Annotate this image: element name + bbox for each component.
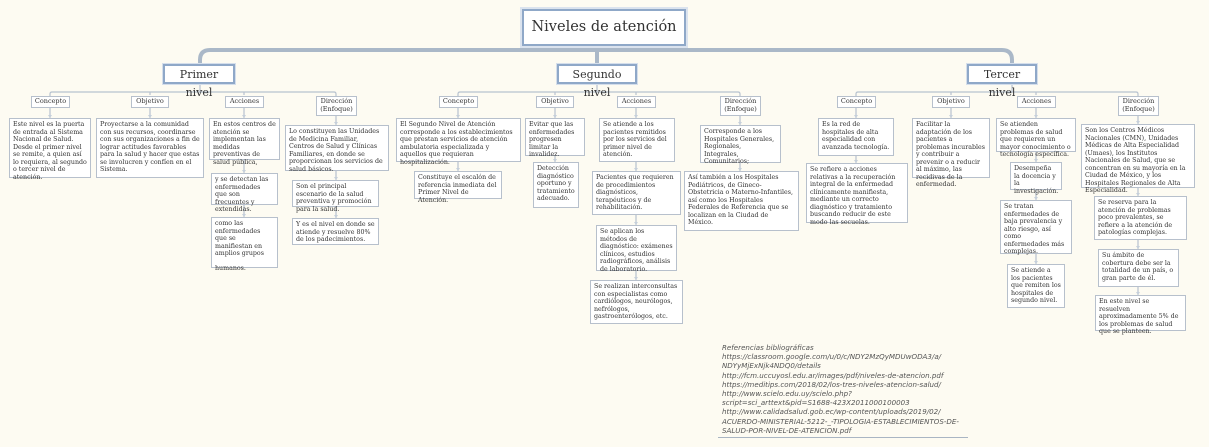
reference-line[interactable]: http://fcm.uccuyosl.edu.ar/images/pdf/niveles-de-atencion.pdf: [722, 370, 944, 380]
objetivo-tercer-1: Facilitar la adaptación de los pacientes a problemas incurables y contribuir a prevenir o a reducir al máximo, las recidivas de la enfermedad.: [912, 118, 990, 178]
objetivo-primer-1: Proyectarse a la comunidad con sus recursos, coordinarse con sus organizaciones a fin de lograr actitudes favorables para la salud y hacer que estas se involucren y confíen en el Sistema.: [96, 118, 204, 178]
direccion-primer-2: Son el principal escenario de la salud preventiva y promoción para la salud.: [292, 180, 379, 207]
reference-line[interactable]: https://meditips.com/2018/02/los-tres-niveles-atencion-salud/: [722, 379, 941, 389]
label-concepto-primer: Concepto: [31, 96, 70, 108]
label-objetivo-tercer: Objetivo: [932, 96, 970, 108]
reference-line[interactable]: SALUD-POR-NIVEL-DE-ATENCION.pdf: [722, 425, 852, 435]
direccion-tercer-4: En este nivel se resuelven aproximadamente 5% de los problemas de salud que se planteen.: [1095, 295, 1186, 331]
reference-line[interactable]: http://www.scielo.edu.uy/scielo.php?: [722, 389, 852, 399]
label-direccion-primer: Dirección (Enfoque): [316, 96, 357, 116]
references: [722, 343, 970, 435]
direccion-primer-1: Lo constituyen las Unidades de Medicina Familiar, Centros de Salud y Clínicas Familiares, en donde se proporcionan los servicios de salud básicos.: [285, 125, 389, 171]
level-tercer-nivel: Tercer nivel: [967, 64, 1037, 84]
label-acciones-segundo: Acciones: [617, 96, 656, 108]
acciones-primer-1: En estos centros de atención se implementan las medidas preventivas de salud pública,: [209, 118, 280, 160]
acciones-segundo-4: Se realizan interconsultas con especialistas como cardiólogos, neurólogos, nefrólogos, gastroenterólogos, etc.: [590, 280, 683, 324]
objetivo-segundo-1: Evitar que las enfermedades progresen limitar la invalidez.: [525, 118, 585, 156]
label-concepto-tercer: Concepto: [837, 96, 876, 108]
label-acciones-tercer: Acciones: [1017, 96, 1056, 108]
label-acciones-primer: Acciones: [225, 96, 264, 108]
reference-line[interactable]: http://www.calidadsalud.gob.ec/wp-content/uploads/2019/02/: [722, 407, 941, 417]
references-heading: Referencias bibliográficas: [722, 343, 814, 352]
level-primer-nivel: Primer nivel: [163, 64, 235, 84]
references-underline: [718, 437, 968, 438]
acciones-tercer-3: Se tratan enfermedades de baja prevalencia y alto riesgo, así como enfermedades más complejas.: [1000, 200, 1072, 254]
concepto-tercer-1: Es la red de hospitales de alta especialidad con avanzada tecnología.: [818, 118, 894, 156]
concepto-primer-1: Este nivel es la puerta de entrada al Sistema Nacional de Salud. Desde el primer nivel se remite, a quien así lo requiera, al segundo o tercer nivel de atención.: [9, 118, 91, 178]
acciones-segundo-1: Se atiende a los pacientes remitidos por los servicios del primer nivel de atención.: [599, 118, 675, 162]
reference-line[interactable]: NDYyMjExNjk4NDQ0/details: [722, 361, 821, 371]
label-concepto-segundo: Concepto: [439, 96, 478, 108]
direccion-segundo-2: Así también a los Hospitales Pediátricos, de Gineco-Obstetricia o Materno-Infantiles, así como los Hospitales Federales de Referencia que se localizan en la Ciudad de México.: [684, 171, 799, 231]
label-direccion-segundo: Dirección (Enfoque): [720, 96, 761, 116]
acciones-primer-2: y se detectan las enfermedades que son frecuentes y extendidas.: [211, 173, 278, 205]
concepto-segundo-2: Constituye el escalón de referencia inmediata del Primer Nivel de Atención.: [414, 171, 502, 199]
concepto-segundo-1: El Segundo Nivel de Atención corresponde a los establecimientos que prestan servicios de atención ambulatoria especializada y aquellos que requieran hospitalización.: [396, 118, 521, 162]
label-direccion-tercer: Dirección (Enfoque): [1118, 96, 1159, 116]
direccion-tercer-2: Se reserva para la atención de problemas poco prevalentes, se refiere a la atención de patologías complejas.: [1094, 196, 1187, 240]
page-title: Niveles de atención: [522, 9, 686, 46]
acciones-segundo-3: Se aplican los métodos de diagnóstico: exámenes clínicos, estudios radiográficos, análisis de laboratorio.: [596, 225, 677, 271]
concepto-tercer-2: Se refiere a acciones relativas a la recuperación integral de la enfermedad clínicamente manifiesta, mediante un correcto diagnóstico y tratamiento buscando reducir de este modo las secuelas.: [806, 163, 908, 223]
reference-line[interactable]: ACUERDO-MINISTERIAL-5212-_-TIPOLOGIA-ESTABLECIMIENTOS-DE-: [722, 416, 959, 426]
direccion-tercer-1: Son los Centros Médicos Nacionales (CMN), Unidades Médicas de Alta Especialidad (Umaes), los Institutos Nacionales de Salud, que se concentran en su mayoría en la Ciudad de México, y los Hospitales Regionales de Alta Especialidad.: [1081, 124, 1195, 188]
acciones-segundo-2: Pacientes que requieren de procedimientos diagnósticos, terapéuticos y de rehabilitación.: [592, 171, 681, 215]
reference-line[interactable]: script=sci_arttext&pid=S1688-423X2011000100003: [722, 398, 910, 408]
direccion-segundo-1: Corresponde a los Hospitales Generales, Regionales, Integrales, Comunitarios;: [700, 125, 781, 163]
label-objetivo-primer: Objetivo: [131, 96, 169, 108]
direccion-primer-3: Y es el nivel en donde se atiende y resuelve 80% de los padecimientos.: [292, 218, 379, 245]
label-objetivo-segundo: Objetivo: [536, 96, 574, 108]
reference-line[interactable]: https://classroom.google.com/u/0/c/NDY2MzQyMDUwODA3/a/: [722, 352, 942, 362]
objetivo-segundo-2: Detección diagnóstico oportuno y tratamiento adecuado.: [533, 162, 579, 208]
acciones-tercer-4: Se atiende a los pacientes que remiten los hospitales de segundo nivel.: [1007, 264, 1065, 308]
acciones-primer-3: como las enfermedades que se manifiestan en amplios grupos humanos.: [211, 217, 278, 268]
acciones-tercer-1: Se atienden problemas de salud que requieren un mayor conocimiento o tecnología específica.: [996, 118, 1076, 152]
direccion-tercer-3: Su ámbito de cobertura debe ser la totalidad de un país, o gran parte de él.: [1098, 249, 1179, 287]
level-segundo-nivel: Segundo nivel: [557, 64, 637, 84]
acciones-tercer-2: Desempeña la docencia y la investigación.: [1010, 162, 1062, 190]
